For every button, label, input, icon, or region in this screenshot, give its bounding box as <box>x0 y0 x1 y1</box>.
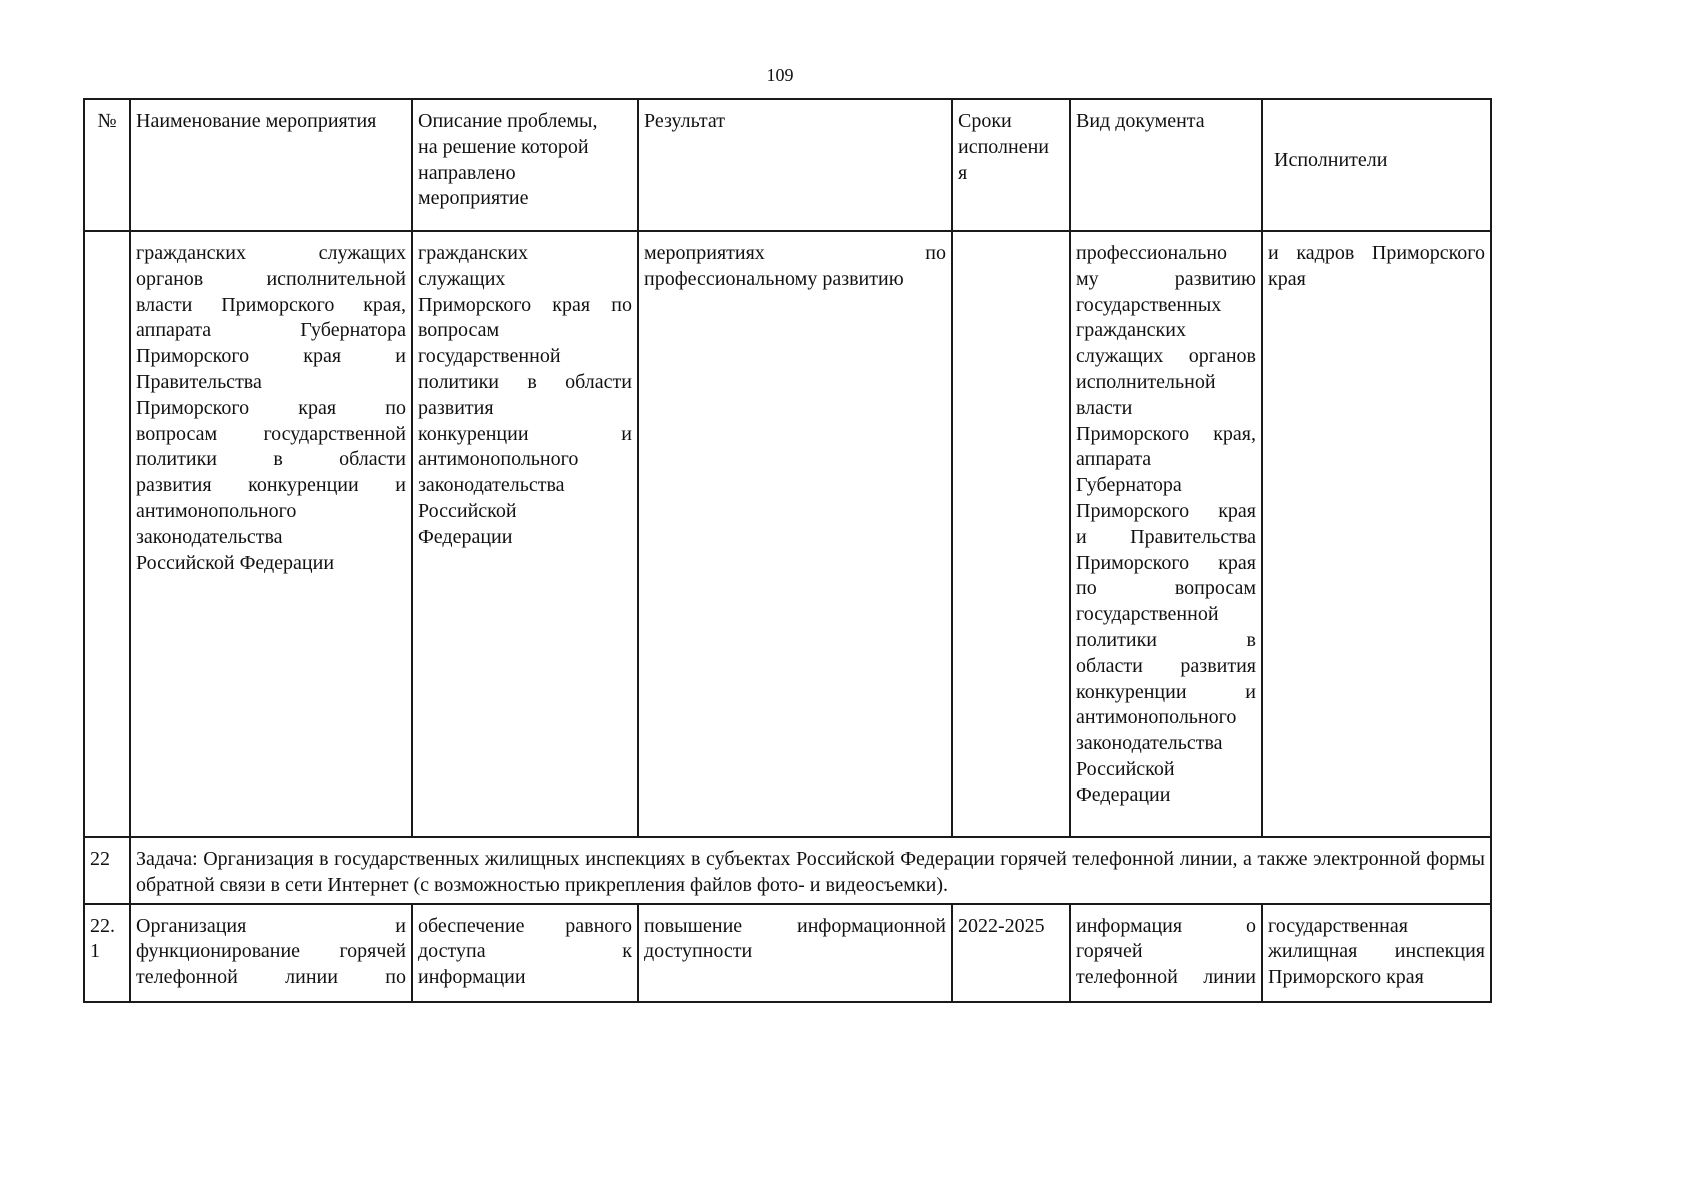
cell-text-line: конкуренции и <box>1076 680 1256 703</box>
cell-text-line: профессиональному развитию <box>644 267 904 290</box>
cell-text-line: служащих <box>418 267 506 290</box>
table-row-task-22 <box>84 837 1491 904</box>
cell-text-line: профессионально <box>1076 242 1228 264</box>
cell-text-line: и Правительства <box>1076 525 1256 548</box>
cell-text-line: конкуренции и <box>418 422 632 445</box>
cell-text-line: Российской <box>1076 757 1175 780</box>
cell-text-line: законодательства <box>136 525 283 548</box>
cell-text-line: власти <box>1076 396 1133 419</box>
cell-text-line: развития конкуренции и <box>136 474 406 497</box>
cell-text-line: государственной <box>418 345 561 368</box>
header-executors: Исполнители <box>1262 99 1491 231</box>
cell-text-line: телефонной линии <box>1076 966 1256 989</box>
cell-text-line: Приморского края, <box>1076 422 1256 445</box>
cell-text-line: развития <box>418 396 494 419</box>
table-header-row <box>84 99 1491 231</box>
cell-document-type <box>1070 231 1262 837</box>
cell-executors <box>1262 231 1491 837</box>
cell-text-line: Организация и <box>136 914 406 937</box>
cell-problem-description <box>412 231 638 837</box>
header-activity-name: Наименование мероприятия <box>130 99 412 231</box>
cell-number: 22 <box>84 837 130 904</box>
cell-text-line: по вопросам <box>1076 577 1256 600</box>
cell-text-line: антимонопольного <box>136 499 297 522</box>
cell-terms: 2022-2025 <box>952 904 1070 1002</box>
header-terms: Сроки исполнени я <box>952 99 1070 231</box>
cell-text-line: повышение информационной <box>644 914 946 937</box>
cell-text-line: Российской Федерации <box>136 551 335 574</box>
cell-text-line: гражданских <box>418 242 528 264</box>
cell-text-line: информации <box>418 966 526 989</box>
cell-text-line: функционирование горячей <box>136 940 406 963</box>
cell-text-line: Российской <box>418 499 517 522</box>
cell-number: 22. 1 <box>84 904 130 1002</box>
cell-text-line: Правительства <box>136 370 262 393</box>
cell-text-line: гражданских <box>1076 319 1186 342</box>
cell-text-line: аппарата <box>1076 448 1152 471</box>
cell-text-line: края <box>1268 267 1306 290</box>
cell-text-line: государственных <box>1076 293 1222 316</box>
cell-text-line: доступа к <box>418 940 632 963</box>
cell-text-line: телефонной линии по <box>136 966 406 989</box>
cell-text-line: области развития <box>1076 654 1256 677</box>
cell-text-line: государственной <box>1076 603 1219 626</box>
cell-text-line: политики в области <box>136 448 406 471</box>
cell-text-line: доступности <box>644 940 753 963</box>
cell-executors <box>1262 904 1491 1002</box>
cell-text-line: Приморского края <box>1076 499 1256 522</box>
header-document-type: Вид документа <box>1070 99 1262 231</box>
cell-task-description: Задача: Организация в государственных жилищных инспекциях в субъектах Российской Федерации горячей телефонной линии, а также электронной формы обратной связи в сети Интернет (с возможностью прикрепления файлов фото- и видеосъемки). <box>130 837 1491 904</box>
page-number: 109 <box>766 65 794 85</box>
cell-text-line: Приморского края <box>1076 551 1256 574</box>
cell-document-type <box>1070 904 1262 1002</box>
cell-text-line: мероприятиях по <box>644 242 946 264</box>
cell-text-line: Приморского края <box>1268 966 1424 989</box>
cell-result <box>638 231 952 837</box>
cell-text-line: аппарата Губернатора <box>136 319 406 342</box>
cell-activity-name <box>130 231 412 837</box>
cell-text-line: законодательства <box>1076 732 1223 755</box>
cell-text-line: вопросам государственной <box>136 422 406 445</box>
cell-text-line: власти Приморского края, <box>136 293 406 316</box>
cell-text-line: вопросам <box>418 319 500 342</box>
cell-number <box>84 231 130 837</box>
cell-terms <box>952 231 1070 837</box>
cell-text-line: Федерации <box>418 525 513 548</box>
header-result: Результат <box>638 99 952 231</box>
header-problem-description: Описание проблемы, на решение которой направлено мероприятие <box>412 99 638 231</box>
cell-text-line: Приморского края и <box>136 345 406 368</box>
cell-text-line: Федерации <box>1076 783 1171 806</box>
cell-text-line: антимонопольного <box>1076 706 1237 729</box>
cell-problem-description <box>412 904 638 1002</box>
cell-text-line: антимонопольного <box>418 448 579 471</box>
cell-text-line: гражданских служащих <box>136 242 406 264</box>
cell-text-line: Приморского края по <box>418 293 632 316</box>
cell-text-line: политики в области <box>418 370 632 393</box>
cell-text-line: исполнительной <box>1076 370 1216 393</box>
header-number: № <box>84 99 130 231</box>
cell-text-line: и кадров Приморского <box>1268 242 1485 264</box>
cell-text-line: жилищная инспекция <box>1268 940 1485 963</box>
cell-text-line: Приморского края по <box>136 396 406 419</box>
table-row-22-1 <box>84 904 1491 1002</box>
cell-activity-name <box>130 904 412 1002</box>
table-row-continuation <box>84 231 1491 837</box>
activities-table <box>83 98 1492 1003</box>
cell-text-line: служащих органов <box>1076 345 1256 368</box>
cell-text-line: Губернатора <box>1076 474 1182 497</box>
cell-result <box>638 904 952 1002</box>
cell-text-line: органов исполнительной <box>136 267 406 290</box>
cell-text-line: горячей <box>1076 940 1143 963</box>
cell-text-line: му развитию <box>1076 267 1256 290</box>
cell-text-line: государственная <box>1268 914 1408 937</box>
cell-text-line: законодательства <box>418 474 565 497</box>
cell-text-line: политики в <box>1076 628 1256 651</box>
cell-text-line: обеспечение равного <box>418 914 632 937</box>
cell-text-line: информация о <box>1076 914 1256 937</box>
